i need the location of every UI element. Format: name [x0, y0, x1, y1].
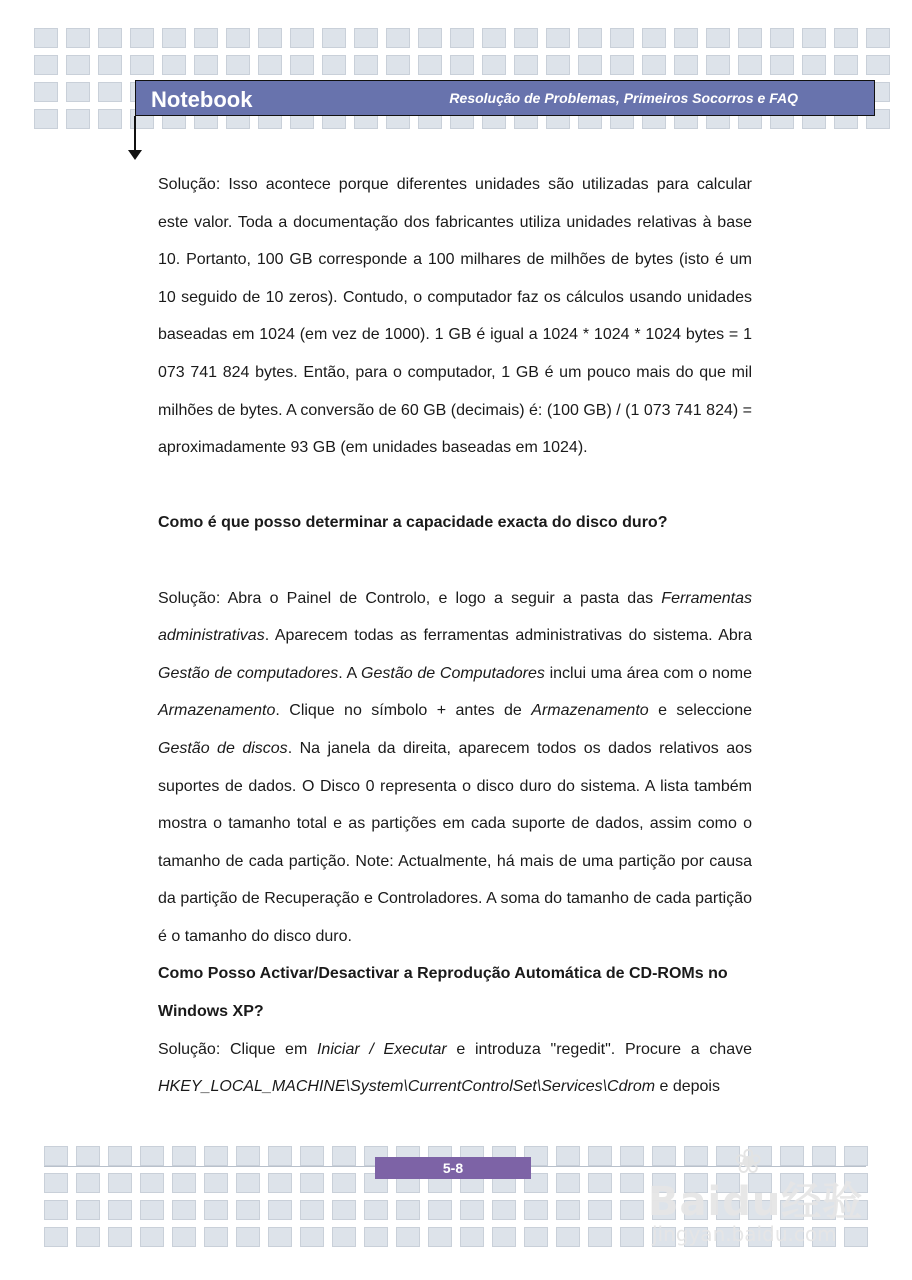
decorative-tile	[98, 55, 122, 75]
header-subtitle: Resolução de Problemas, Primeiros Socorros e FAQ	[449, 90, 798, 106]
decorative-tile	[34, 55, 58, 75]
decorative-tile	[332, 1173, 356, 1193]
decorative-tile	[268, 1146, 292, 1166]
decorative-tile	[140, 1200, 164, 1220]
decorative-tile	[578, 28, 602, 48]
decorative-tile	[642, 28, 666, 48]
decorative-tile	[418, 55, 442, 75]
decorative-tile	[172, 1227, 196, 1247]
decorative-tile	[98, 28, 122, 48]
decorative-tile	[354, 55, 378, 75]
decorative-tile	[450, 55, 474, 75]
decorative-tile	[322, 55, 346, 75]
decorative-tile	[108, 1173, 132, 1193]
paragraph-gap	[158, 467, 752, 505]
decorative-tile	[834, 55, 858, 75]
decorative-tile	[524, 1227, 548, 1247]
decorative-tile	[386, 28, 410, 48]
decorative-tile	[290, 28, 314, 48]
decorative-tile	[204, 1227, 228, 1247]
decorative-tile	[620, 1227, 644, 1247]
decorative-tile	[98, 109, 122, 129]
decorative-tile	[66, 109, 90, 129]
decorative-tile	[108, 1227, 132, 1247]
decorative-tile	[738, 28, 762, 48]
header-title: Notebook	[151, 87, 253, 112]
decorative-tile	[76, 1146, 100, 1166]
decorative-tile	[610, 55, 634, 75]
decorative-tile	[482, 55, 506, 75]
watermark-brand: Baidu经验	[648, 1179, 864, 1225]
decorative-tile	[354, 28, 378, 48]
decorative-tile	[524, 1200, 548, 1220]
document-body	[158, 166, 752, 1106]
decorative-tile	[140, 1227, 164, 1247]
decorative-tile	[556, 1227, 580, 1247]
decorative-tile	[770, 28, 794, 48]
decorative-tile	[300, 1227, 324, 1247]
decorative-tile	[546, 28, 570, 48]
decorative-tile	[130, 28, 154, 48]
decorative-tile	[66, 28, 90, 48]
decorative-tile	[588, 1200, 612, 1220]
decorative-tile	[204, 1173, 228, 1193]
header-arrow-line	[134, 116, 136, 152]
arrow-down-icon	[128, 150, 142, 160]
decorative-tile	[866, 55, 890, 75]
decorative-tile	[66, 82, 90, 102]
watermark-domain: jingyan.baidu.com	[652, 1222, 837, 1246]
decorative-tile	[236, 1173, 260, 1193]
decorative-tile	[418, 28, 442, 48]
decorative-tile	[44, 1227, 68, 1247]
decorative-tile	[514, 55, 538, 75]
decorative-tile	[204, 1146, 228, 1166]
decorative-tile	[34, 109, 58, 129]
header-bar	[135, 80, 875, 116]
decorative-tile	[172, 1173, 196, 1193]
decorative-tile	[300, 1146, 324, 1166]
decorative-tile	[204, 1200, 228, 1220]
paragraph-units-explanation: Solução: Isso acontece porque diferentes unidades são utilizadas para calcular este valor. Toda a documentação dos fabricantes utiliza unidades relativas à base 10. Portanto, 100 GB corresponde a 100 milhares de milhões de bytes (isto é um 10 seguido de 10 zeros). Contudo, o computador faz os cálculos usando unidades baseadas em 1024 (em vez de 1000). 1 GB é igual a 1024 * 1024 * 1024 bytes = 1 073 741 824 bytes. Então, para o computador, 1 GB é um pouco mais do que mil milhões de bytes. A conversão de 60 GB (decimais) é: (100 GB) / (1 073 741 824) = aproximadamente 93 GB (em unidades baseadas em 1024).	[158, 176, 752, 457]
decorative-tile	[428, 1200, 452, 1220]
page-number: 5-8	[375, 1157, 531, 1179]
decorative-tile	[482, 28, 506, 48]
decorative-tile	[258, 28, 282, 48]
decorative-tile	[332, 1227, 356, 1247]
decorative-tile	[98, 82, 122, 102]
decorative-tile	[866, 28, 890, 48]
decorative-tile	[332, 1146, 356, 1166]
decorative-tile	[738, 55, 762, 75]
decorative-tile	[588, 1227, 612, 1247]
decorative-tile	[226, 28, 250, 48]
decorative-tile	[194, 28, 218, 48]
decorative-tile	[194, 55, 218, 75]
decorative-tile	[76, 1200, 100, 1220]
decorative-tile	[578, 55, 602, 75]
decorative-tile	[386, 55, 410, 75]
paragraph-gap	[158, 542, 752, 580]
decorative-tile	[236, 1146, 260, 1166]
decorative-tile	[258, 55, 282, 75]
decorative-tile	[300, 1200, 324, 1220]
decorative-tile	[268, 1200, 292, 1220]
decorative-tile	[130, 55, 154, 75]
decorative-tile	[332, 1200, 356, 1220]
decorative-tile	[450, 28, 474, 48]
decorative-tile	[44, 1173, 68, 1193]
decorative-tile	[834, 28, 858, 48]
decorative-tile	[76, 1227, 100, 1247]
decorative-tile	[300, 1173, 324, 1193]
decorative-tile	[588, 1173, 612, 1193]
paw-icon: ❀	[734, 1143, 763, 1181]
decorative-tile	[492, 1200, 516, 1220]
heading-disk-capacity: Como é que posso determinar a capacidade exacta do disco duro?	[158, 514, 668, 532]
decorative-tile	[492, 1227, 516, 1247]
decorative-tile	[76, 1173, 100, 1193]
decorative-tile	[620, 1173, 644, 1193]
decorative-tile	[706, 28, 730, 48]
decorative-tile	[236, 1227, 260, 1247]
decorative-tile	[674, 55, 698, 75]
decorative-tile	[770, 55, 794, 75]
decorative-tile	[396, 1200, 420, 1220]
decorative-tile	[44, 1146, 68, 1166]
decorative-tile	[268, 1227, 292, 1247]
decorative-tile	[620, 1146, 644, 1166]
decorative-tile	[172, 1200, 196, 1220]
decorative-tile	[396, 1227, 420, 1247]
paragraph-disk-management: Solução: Abra o Painel de Controlo, e logo a seguir a pasta das Ferramentas administrativas. Aparecem todas as ferramentas administrativas do sistema. Abra Gestão de computadores. A Gestão de Computadores inclui uma área com o nome Armazenamento. Clique no símbolo + antes de Armazenamento e seleccione Gestão de discos. Na janela da direita, aparecem todos os dados relativos aos suportes de dados. O Disco 0 representa o disco duro do sistema. A lista também mostra o tamanho total e as partições em cada suporte de dados, assim como o tamanho de cada partição. Note: Actualmente, há mais de uma partição por causa da partição de Recuperação e Controladores. A soma do tamanho de cada partição é o tamanho do disco duro.	[158, 589, 753, 945]
baidu-watermark	[648, 1142, 868, 1252]
decorative-tile	[108, 1146, 132, 1166]
decorative-tile	[364, 1227, 388, 1247]
decorative-tile	[556, 1173, 580, 1193]
decorative-tile	[706, 55, 730, 75]
decorative-tile	[162, 28, 186, 48]
decorative-tile	[34, 82, 58, 102]
decorative-tile	[140, 1146, 164, 1166]
decorative-tile	[364, 1200, 388, 1220]
heading-cdrom-autoplay: Como Posso Activar/Desactivar a Reprodução Automática de CD-ROMs no Windows XP?	[158, 965, 728, 1021]
decorative-tile	[162, 55, 186, 75]
decorative-tile	[460, 1227, 484, 1247]
decorative-tile	[546, 55, 570, 75]
decorative-tile	[268, 1173, 292, 1193]
decorative-tile	[588, 1146, 612, 1166]
decorative-tile	[140, 1173, 164, 1193]
decorative-tile	[802, 55, 826, 75]
decorative-tile	[226, 55, 250, 75]
decorative-tile	[428, 1227, 452, 1247]
decorative-tile	[610, 28, 634, 48]
decorative-tile	[642, 55, 666, 75]
decorative-tile	[108, 1200, 132, 1220]
decorative-tile	[290, 55, 314, 75]
decorative-tile	[44, 1200, 68, 1220]
decorative-tile	[236, 1200, 260, 1220]
decorative-tile	[556, 1146, 580, 1166]
decorative-tile	[514, 28, 538, 48]
decorative-tile	[172, 1146, 196, 1166]
decorative-tile	[34, 28, 58, 48]
decorative-tile	[802, 28, 826, 48]
decorative-tile	[460, 1200, 484, 1220]
decorative-tile	[322, 28, 346, 48]
paragraph-regedit-instructions: Solução: Clique em Iniciar / Executar e introduza "regedit". Procure a chave HKEY_LOCAL_MACHINE\System\CurrentControlSet\Services\Cdrom e depois	[158, 1040, 752, 1096]
decorative-tile	[620, 1200, 644, 1220]
decorative-tile	[674, 28, 698, 48]
decorative-tile	[556, 1200, 580, 1220]
decorative-tile	[66, 55, 90, 75]
